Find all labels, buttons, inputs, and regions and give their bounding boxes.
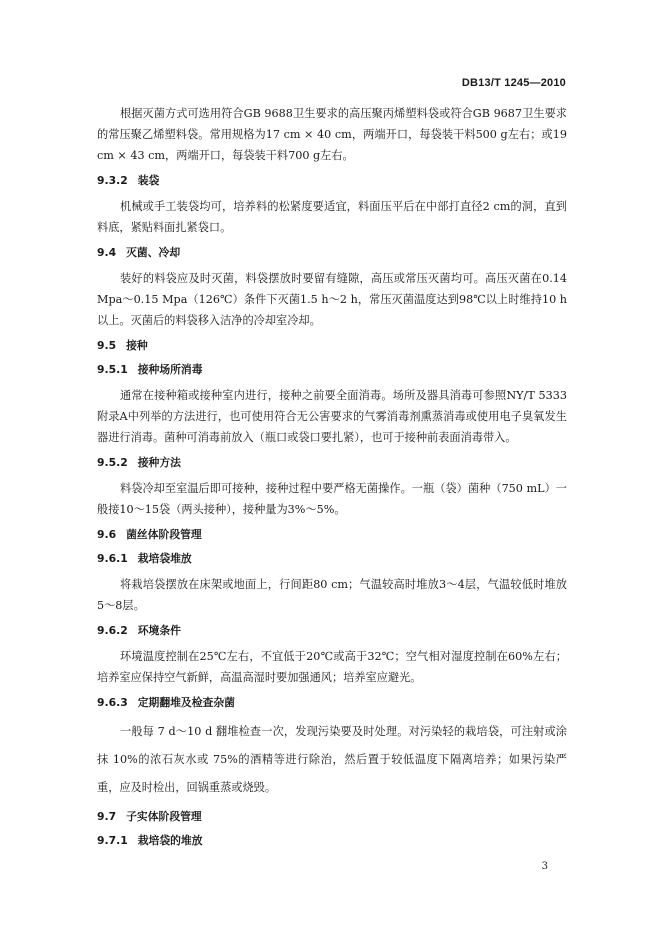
heading-9-6 — [97, 526, 567, 544]
paragraph-bag-selection: 根据灭菌方式可选用符合GB 9688卫生要求的高压聚丙烯塑料袋或符合GB 9687卫生要求的常压聚乙烯塑料袋。常用规格为17 cm × 40 cm，两端开口，每袋装干料500 g左右；或19 cm × 43 cm，两端开口，每袋装干料700 g左右。 — [97, 107, 567, 162]
heading-number: 9.6 — [97, 528, 117, 541]
heading-title: 接种方法 — [137, 456, 181, 469]
heading-title: 栽培袋堆放 — [137, 552, 192, 565]
heading-number: 9.5.2 — [97, 456, 128, 469]
heading-title: 灭菌、冷却 — [126, 246, 181, 259]
heading-title: 子实体阶段管理 — [126, 810, 202, 823]
heading-9-7-1 — [97, 832, 567, 850]
heading-9-6-2 — [97, 622, 567, 640]
page-number: 3 — [541, 861, 548, 872]
paragraph-disinfection: 通常在接种箱或接种室内进行，接种之前要全面消毒。场所及器具消毒可参照NY/T 5333附录A中列举的方法进行，也可使用符合无公害要求的气雾消毒剂熏蒸消毒或使用电子臭氧发生器进行消毒。菌种可消毒前放入（瓶口或袋口要扎紧），也可于接种前表面消毒带入。 — [97, 389, 567, 444]
heading-9-3-2 — [97, 172, 567, 190]
heading-9-7 — [97, 808, 567, 826]
heading-number: 9.4 — [97, 246, 117, 259]
paragraph-environment: 环境温度控制在25℃左右，不宜低于20℃或高于32℃；空气相对湿度控制在60%左右；培养室应保持空气新鲜，高温高湿时要加强通风；培养室应避光。 — [97, 650, 567, 684]
heading-9-4 — [97, 244, 567, 262]
paragraph-inoculation-method: 料袋冷却至室温后即可接种，接种过程中要严格无菌操作。一瓶（袋）菌种（750 mL）一般接10～15袋（两头接种），接种量为3%～5%。 — [97, 482, 567, 516]
heading-title: 装袋 — [137, 174, 160, 187]
document-code: DB13/T 1245—2010 — [461, 77, 566, 89]
heading-9-6-3 — [97, 694, 567, 712]
heading-title: 菌丝体阶段管理 — [126, 528, 202, 541]
heading-number: 9.7.1 — [97, 834, 128, 847]
heading-number: 9.3.2 — [97, 174, 128, 187]
heading-number: 9.6.2 — [97, 624, 128, 637]
heading-title: 定期翻堆及检查杂菌 — [137, 696, 235, 709]
paragraph-contamination-check: 一般每 7 d～10 d 翻堆检查一次，发现污染要及时处理。对污染轻的栽培袋，可注射或涂抹 10%的浓石灰水或 75%的酒精等进行除治，然后置于较低温度下隔离培养；如果污染严重，应及时检出，回锅重蒸或烧毁。 — [97, 725, 567, 794]
paragraph-bag-stacking: 将栽培袋摆放在床架或地面上，行间距80 cm；气温较高时堆放3～4层，气温较低时堆放5～8层。 — [97, 578, 567, 612]
heading-title: 接种场所消毒 — [137, 363, 203, 376]
heading-9-5-1 — [97, 361, 567, 379]
heading-number: 9.7 — [97, 810, 117, 823]
paragraph-bagging: 机械或手工装袋均可，培养料的松紧度要适宜，料面压平后在中部打直径2 cm的洞，直到料底，紧贴料面扎紧袋口。 — [97, 200, 567, 234]
heading-number: 9.5 — [97, 339, 117, 352]
heading-number: 9.5.1 — [97, 363, 128, 376]
heading-9-5-2 — [97, 454, 567, 472]
heading-title: 接种 — [126, 339, 148, 352]
heading-title: 栽培袋的堆放 — [137, 834, 203, 847]
heading-title: 环境条件 — [137, 624, 181, 637]
paragraph-sterilization: 装好的料袋应及时灭菌，料袋摆放时要留有缝隙，高压或常压灭菌均可。高压灭菌在0.14 Mpa～0.15 Mpa（126℃）条件下灭菌1.5 h～2 h，常压灭菌温度达到98℃以上时维持10 h以上。灭菌后的料袋移入洁净的冷却室冷却。 — [97, 272, 567, 327]
heading-number: 9.6.1 — [97, 552, 128, 565]
heading-9-6-1 — [97, 550, 567, 568]
document-body — [97, 103, 567, 856]
heading-9-5 — [97, 337, 567, 355]
heading-number: 9.6.3 — [97, 696, 128, 709]
